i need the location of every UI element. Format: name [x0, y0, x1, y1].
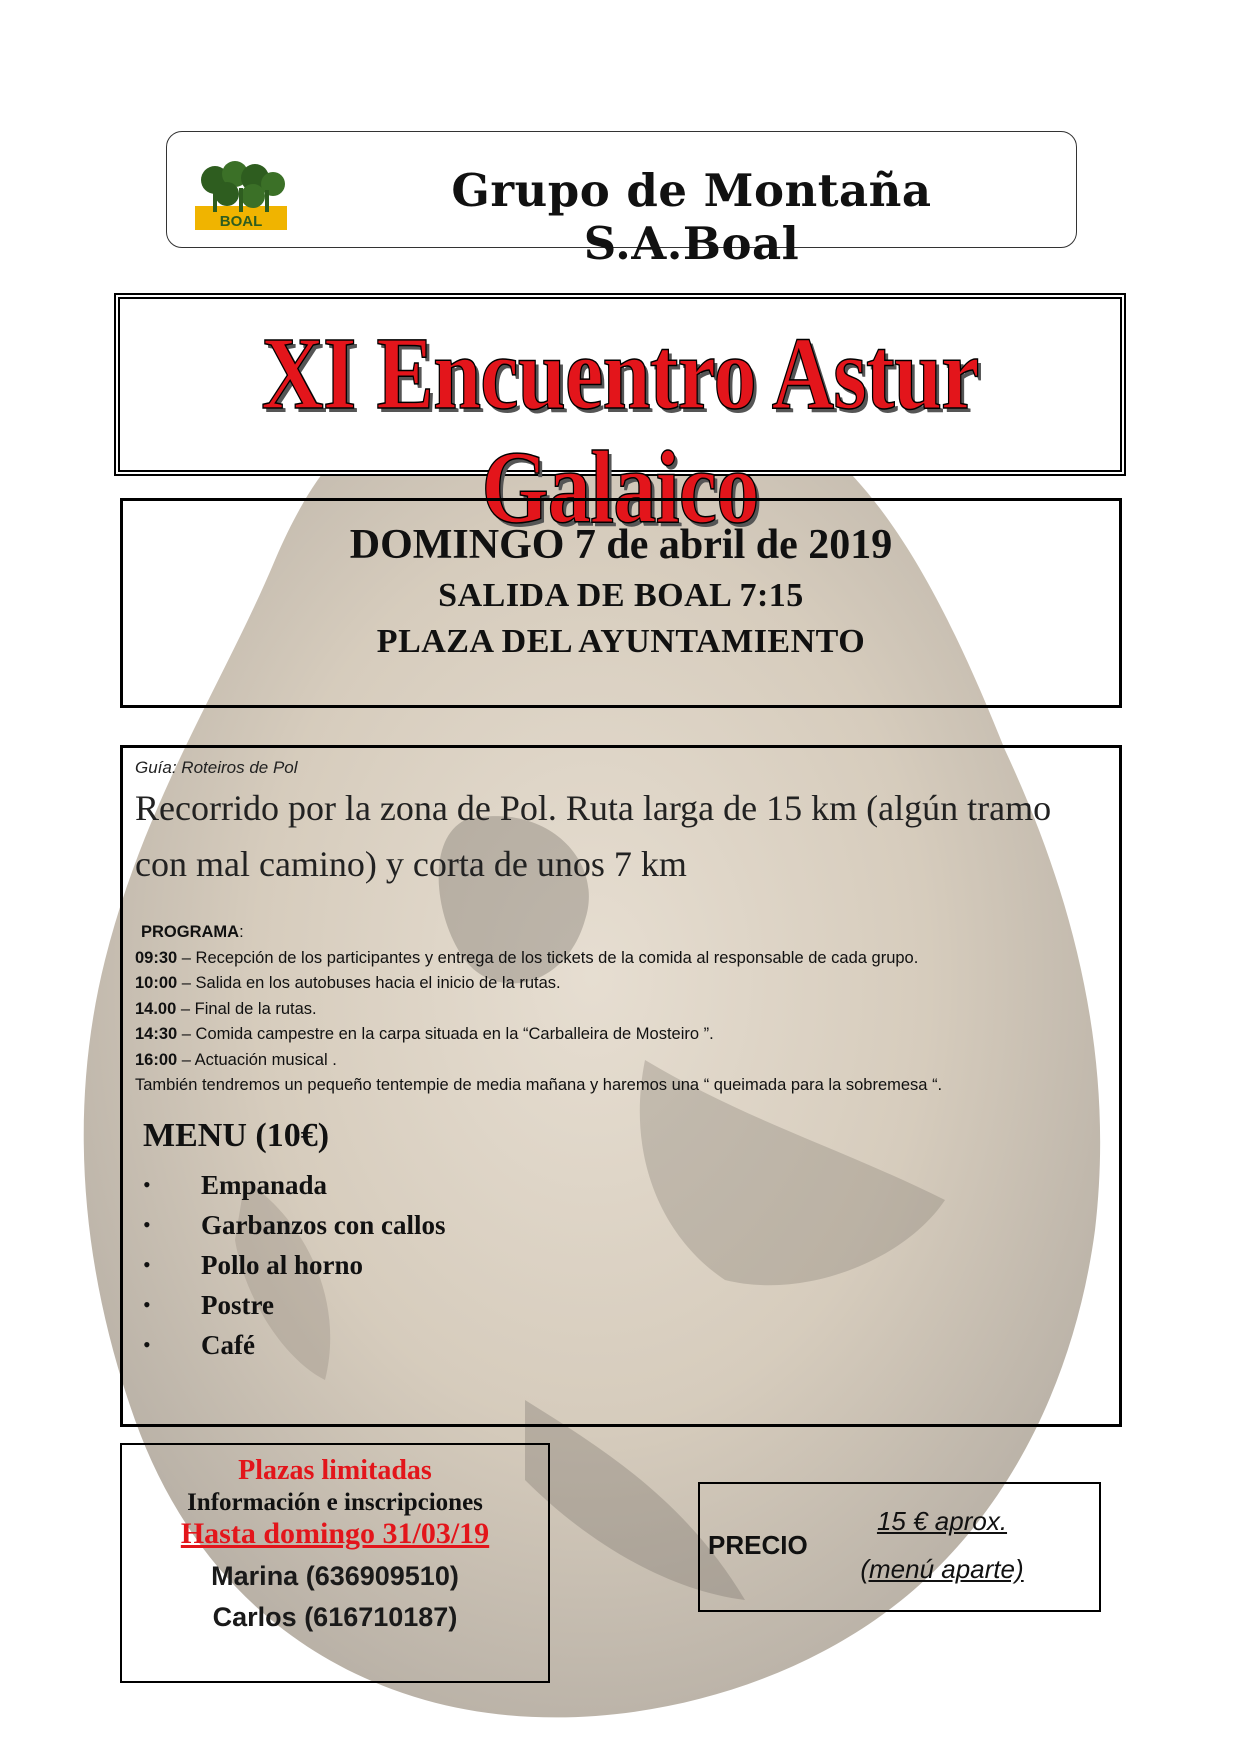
schedule-text: – Actuación musical . [177, 1050, 337, 1069]
menu-item-label: Empanada [201, 1169, 328, 1200]
event-date: DOMINGO 7 de abril de 2019 [349, 522, 893, 568]
schedule-item [135, 997, 1109, 1023]
club-header [166, 131, 1077, 270]
bullet-icon: • [143, 1251, 151, 1277]
menu-item [135, 1165, 1109, 1205]
departure-time: SALIDA DE BOAL 7:15 [438, 577, 804, 614]
svg-text:BOAL: BOAL [219, 213, 263, 230]
program-schedule [135, 920, 1109, 1099]
menu-item-label: Garbanzos con callos [201, 1209, 446, 1240]
program-heading-line: PROGRAMA: [141, 923, 244, 941]
schedule-text: – Salida en los autobuses hacia el inicio de la rutas. [177, 974, 561, 992]
schedule-time: 10:00 [135, 974, 178, 992]
schedule-item [135, 946, 1109, 972]
bullet-icon: • [143, 1211, 151, 1237]
route-description: Recorrido por la zona de Pol. Ruta larga de 15 km (algún tramo con mal camino) y corta de unos 7 km [135, 788, 1052, 884]
schedule-item [135, 1048, 1109, 1074]
menu-item [135, 1245, 1109, 1285]
bullet-icon: • [143, 1331, 151, 1357]
contact-box [120, 1443, 550, 1683]
price-box [698, 1482, 1101, 1612]
schedule-text: – Final de la rutas. [176, 999, 317, 1018]
contact-marina: Marina (636909510) [211, 1561, 459, 1591]
schedule-text: – Recepción de los participantes y entrega de los tickets de la comida al responsable de cada grupo. [177, 948, 919, 967]
schedule-item [135, 1022, 1109, 1048]
event-title: XI Encuentro Astur Galaico [261, 316, 979, 546]
schedule-time: 16:00 [135, 1050, 178, 1069]
price-label: PRECIO [708, 1530, 808, 1560]
date-box [120, 498, 1122, 708]
registration-deadline: Hasta domingo 31/03/19 [180, 1517, 490, 1550]
bullet-icon: • [143, 1291, 151, 1317]
schedule-time: 14.00 [135, 999, 177, 1018]
program-note: También tendremos un pequeño tentempie de media mañana y haremos una “ queimada para la sobremesa “. [135, 1076, 943, 1094]
menu-item [135, 1325, 1109, 1365]
contact-carlos: Carlos (616710187) [212, 1602, 458, 1632]
schedule-text: – Comida campestre en la carpa situada en la “Carballeira de Mosteiro ”. [177, 1025, 714, 1043]
menu-item-label: Café [201, 1329, 255, 1360]
club-logo [193, 160, 289, 232]
program-heading: PROGRAMA [141, 923, 240, 941]
menu-title: MENU (10€) [143, 1116, 330, 1154]
menu-item-label: Pollo al horno [201, 1249, 364, 1280]
price-value: 15 € aprox. [876, 1506, 1008, 1536]
schedule-time: 14:30 [135, 1025, 178, 1043]
registration-info: Información e inscripciones [187, 1489, 483, 1516]
schedule-item [135, 971, 1109, 997]
club-name: Grupo de Montaña S.A.Boal [451, 164, 932, 270]
schedule-time: 09:30 [135, 948, 178, 967]
price-note: (menú aparte) [860, 1554, 1024, 1584]
menu-item [135, 1285, 1109, 1325]
departure-place: PLAZA DEL AYUNTAMIENTO [376, 623, 866, 660]
menu-item [135, 1205, 1109, 1245]
limited-places: Plazas limitadas [238, 1455, 432, 1486]
menu-list [135, 1165, 1109, 1365]
bullet-icon: • [143, 1171, 151, 1197]
guide-line: Guía: Roteiros de Pol [135, 758, 298, 777]
menu-item-label: Postre [201, 1289, 274, 1320]
program-box [120, 745, 1122, 1427]
